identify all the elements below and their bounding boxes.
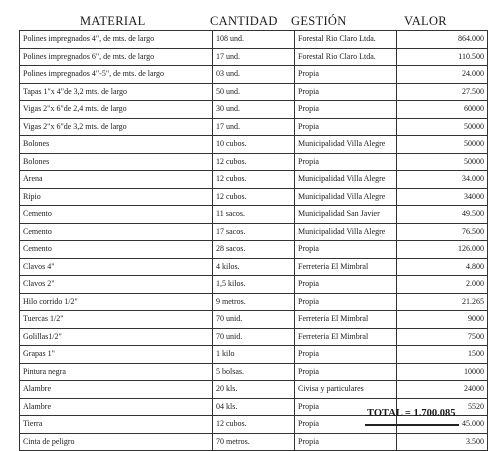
cell-valor: 45.000 (397, 416, 488, 434)
cell-gestion: Propia (295, 433, 397, 451)
cell-gestion: Propia (295, 66, 397, 84)
table-row (20, 48, 488, 66)
total-underline (365, 424, 459, 426)
table-row (20, 311, 488, 329)
cell-cantidad: 50 und. (213, 83, 295, 101)
cell-gestion: Ferreteria El Mimbral (295, 258, 397, 276)
cell-material: Polines impregnados 6", de mts. de largo (20, 48, 213, 66)
table-row (20, 206, 488, 224)
cell-gestion: Propia (295, 398, 397, 416)
table-row (20, 136, 488, 154)
table-row (20, 118, 488, 136)
cell-gestion: Municipalidad Villa Alegre (295, 136, 397, 154)
cell-cantidad: 12 cubos. (213, 188, 295, 206)
cell-valor: 2.000 (397, 276, 488, 294)
cell-cantidad: 17 und. (213, 118, 295, 136)
cell-cantidad: 28 sacos. (213, 241, 295, 259)
cell-valor: 24000 (397, 381, 488, 399)
cell-gestion: Propia (295, 83, 397, 101)
cell-valor: 34.000 (397, 171, 488, 189)
cell-cantidad: 17 und. (213, 48, 295, 66)
cell-valor: 864.000 (397, 31, 488, 49)
cell-cantidad: 70 metros. (213, 433, 295, 451)
cell-cantidad: 30 und. (213, 101, 295, 119)
cell-cantidad: 70 unid. (213, 328, 295, 346)
materials-table-body (20, 31, 488, 451)
header-valor: VALOR (404, 14, 447, 28)
cell-material: Arena (20, 171, 213, 189)
cell-material: Tuercas 1/2" (20, 311, 213, 329)
cell-cantidad: 1 kilo (213, 346, 295, 364)
cell-material: Polines impregnados 4", de mts. de largo (20, 31, 213, 49)
table-row (20, 258, 488, 276)
cell-material: Clavos 4" (20, 258, 213, 276)
cell-valor: 126.000 (397, 241, 488, 259)
cell-valor: 60000 (397, 101, 488, 119)
cell-valor: 27.500 (397, 83, 488, 101)
cell-material: Cemento (20, 241, 213, 259)
cell-valor: 50000 (397, 153, 488, 171)
table-row (20, 171, 488, 189)
cell-gestion: Municipalidad Villa Alegre (295, 223, 397, 241)
cell-gestion: Civisa y particulares (295, 381, 397, 399)
table-row (20, 328, 488, 346)
table-row (20, 293, 488, 311)
table-row (20, 153, 488, 171)
cell-material: Golillas1/2" (20, 328, 213, 346)
cell-valor: 24.000 (397, 66, 488, 84)
cell-valor: 4.800 (397, 258, 488, 276)
cell-material: Bolones (20, 153, 213, 171)
cell-material: Alambre (20, 381, 213, 399)
cell-cantidad: 9 metros. (213, 293, 295, 311)
cell-material: Pintura negra (20, 363, 213, 381)
header-material: MATERIAL (80, 14, 146, 28)
cell-valor: 50000 (397, 136, 488, 154)
cell-gestion: Municipalidad San Javier (295, 206, 397, 224)
cell-gestion: Forestal Rio Claro Ltda. (295, 48, 397, 66)
cell-material: Tapas 1"x 4"de 3,2 mts. de largo (20, 83, 213, 101)
header-cantidad: CANTIDAD (210, 14, 278, 28)
cell-gestion: Propia (295, 416, 397, 434)
table-row (20, 66, 488, 84)
cell-cantidad: 17 sacos. (213, 223, 295, 241)
cell-material: Polines impregnados 4"-5", de mts. de largo (20, 66, 213, 84)
cell-valor: 76.500 (397, 223, 488, 241)
cell-valor: 7500 (397, 328, 488, 346)
cell-valor: 10000 (397, 363, 488, 381)
cell-valor: 34000 (397, 188, 488, 206)
table-row (20, 276, 488, 294)
table-row (20, 223, 488, 241)
cell-cantidad: 10 cubos. (213, 136, 295, 154)
cell-valor: 50000 (397, 118, 488, 136)
cell-valor: 5520 (397, 398, 488, 416)
cell-cantidad: 5 bolsas. (213, 363, 295, 381)
cell-material: Tierra (20, 416, 213, 434)
table-row (20, 241, 488, 259)
cell-cantidad: 20 kls. (213, 381, 295, 399)
cell-cantidad: 12 cubos. (213, 416, 295, 434)
cell-gestion: Propia (295, 346, 397, 364)
cell-material: Hilo corrido 1/2" (20, 293, 213, 311)
cell-cantidad: 12 cubos. (213, 171, 295, 189)
cell-cantidad: 12 cubos. (213, 153, 295, 171)
cell-material: Bolones (20, 136, 213, 154)
table-row (20, 31, 488, 49)
cell-cantidad: 03 und. (213, 66, 295, 84)
cell-gestion: Propia (295, 241, 397, 259)
table-row (20, 346, 488, 364)
cell-material: Cinta de peligro (20, 433, 213, 451)
cell-gestion: Propia (295, 101, 397, 119)
cell-gestion: Municipalidad Villa Alegre (295, 171, 397, 189)
cell-cantidad: 108 und. (213, 31, 295, 49)
table-row (20, 433, 488, 451)
cell-material: Clavos 2" (20, 276, 213, 294)
cell-material: Grapas 1" (20, 346, 213, 364)
cell-material: Vigas 2"x 6"de 2,4 mts. de largo (20, 101, 213, 119)
cell-cantidad: 11 sacos. (213, 206, 295, 224)
cell-valor: 3.500 (397, 433, 488, 451)
cell-material: Cemento (20, 206, 213, 224)
cell-material: Vigas 2"x 6"de 3,2 mts. de largo (20, 118, 213, 136)
materials-table (19, 30, 488, 451)
cell-gestion: Propia (295, 293, 397, 311)
cell-cantidad: 70 unid. (213, 311, 295, 329)
table-row (20, 83, 488, 101)
header-gestion: GESTIÓN (291, 14, 347, 28)
cell-gestion: Propia (295, 118, 397, 136)
cell-material: Alambre (20, 398, 213, 416)
cell-valor: 110.500 (397, 48, 488, 66)
cell-cantidad: 1,5 kilos. (213, 276, 295, 294)
cell-cantidad: 4 kilos. (213, 258, 295, 276)
cell-valor: 1500 (397, 346, 488, 364)
cell-gestion: Ferreteria El Mimbral (295, 311, 397, 329)
total-label: TOTAL = 1.700.085 (367, 408, 456, 419)
cell-valor: 21.265 (397, 293, 488, 311)
cell-cantidad: 04 kls. (213, 398, 295, 416)
cell-gestion: Propia (295, 363, 397, 381)
table-row (20, 363, 488, 381)
cell-valor: 49.500 (397, 206, 488, 224)
cell-material: Cemento (20, 223, 213, 241)
cell-gestion: Forestal Rio Claro Ltda. (295, 31, 397, 49)
cell-gestion: Propia (295, 276, 397, 294)
cell-material: Ripio (20, 188, 213, 206)
table-header (0, 14, 470, 30)
table-row (20, 381, 488, 399)
cell-valor: 9000 (397, 311, 488, 329)
cell-gestion: Ferreteria El Mimbral (295, 328, 397, 346)
cell-gestion: Municipalidad Villa Alegre (295, 188, 397, 206)
table-row (20, 188, 488, 206)
table-row (20, 101, 488, 119)
cell-gestion: Propia (295, 153, 397, 171)
